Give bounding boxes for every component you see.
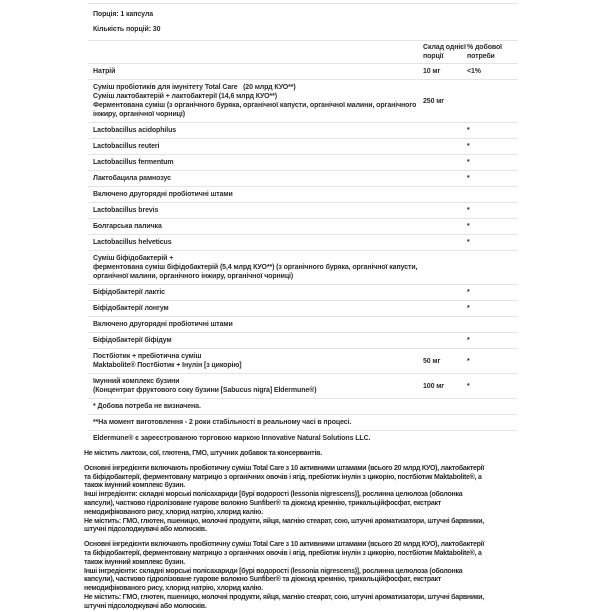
text-line: Суміш лактобактерій + лактобактерії (14,6 млрд КУО**) (93, 93, 277, 100)
supplement-facts-panel (0, 3, 600, 612)
table-row (88, 317, 518, 333)
text-line: штучні підсолоджувачі або молюсків. (84, 526, 207, 534)
table-row (88, 219, 518, 235)
column-header-amount-per-serving: Склад однієї порції (423, 44, 466, 60)
text-line: * Добова потреба не визначена. (93, 403, 201, 410)
text-line: Lactobacillus fermentum (93, 159, 174, 166)
text-line: Суміш біфідобактерій + (93, 255, 174, 262)
paragraph (84, 450, 596, 459)
text-line: Eldermune® є зареєстрованою торговою маркою Innovative Natural Solutions LLC. (93, 435, 371, 442)
text-line: штучні підсолоджувачі або молюсків. (84, 602, 207, 610)
table-row (88, 251, 518, 285)
ingredient-rows (88, 64, 518, 446)
text-line: Інші інгредієнти: складні морські полісахариди [бурі водорості (lessonia nigrescens)], рослинна целюлоза (оболонка (84, 567, 463, 575)
table-row (88, 285, 518, 301)
table-row (88, 187, 518, 203)
text-line: Інші інгредієнти: складні морські полісахариди [бурі водорості (lessonia nigrescens)], рослинна целюлоза (оболонка (84, 491, 463, 499)
text-line: та біфідобактерії, ферментовану матрицю з органічних овочів і ягід, пребіотик інулін з цикорію, постбіотик Maktabolite®, а (84, 549, 482, 557)
table-row (88, 64, 518, 80)
ingredient-name (93, 336, 423, 345)
ingredient-amount: 250 мг (423, 97, 445, 105)
text-line: інжиру, органічної чорниці) (93, 111, 185, 118)
ingredient-name (93, 238, 423, 247)
ingredient-name (93, 418, 423, 427)
ingredient-name (93, 190, 423, 199)
description-paragraphs (84, 450, 596, 612)
text-line: органічної малини, органічного інжиру, органічної чорниці) (93, 273, 294, 280)
text-line: Постбіотик + пребіотична суміш (93, 353, 202, 360)
table-header-row (88, 41, 518, 64)
text-line: Включено другорядні пробіотичні штами (93, 321, 233, 328)
text-line: ферментована суміш біфідобактерій (5,4 млрд КУО**) (з органічного буряка, органічної капусти, (93, 264, 418, 271)
ingredient-name (93, 174, 423, 183)
table-row (88, 399, 518, 415)
text-line: Біфідобактерії біфідум (93, 337, 172, 344)
paragraph (84, 541, 596, 611)
text-line: Лактобацила рамнозус (93, 175, 171, 182)
servings-per-container: Кількість порцій: 30 (93, 26, 161, 33)
ingredient-amount: 50 мг (423, 357, 441, 365)
ingredient-daily-value: * (467, 207, 470, 214)
ingredient-name (93, 402, 423, 411)
ingredient-daily-value: * (467, 127, 470, 134)
text-line: Включено другорядні пробіотичні штами (93, 191, 233, 198)
text-line: капсули), частково гідролізоване гуарове волокно Sunfiber® та діоксид кремнію, трикальційфосфат, екстракт (84, 499, 441, 507)
ingredient-daily-value: * (467, 382, 470, 390)
text-line: немодифікованого рису, хлорид натрію, хлорид калію. (84, 508, 263, 516)
text-line: та біфідобактерії, ферментовану матрицю з органічних овочів і ягід, пребіотик інулін з цикорію, постбіотик Maktabolite®, а (84, 473, 482, 481)
ingredient-name (93, 222, 423, 231)
text-line: Не містить лактози, сої, глютена, ГМО, штучних добавок та консервантів. (84, 450, 322, 457)
ingredient-name (93, 67, 423, 76)
ingredient-name (93, 142, 423, 151)
text-line: Суміш пробіотиків для імунітету Total Care (20 млрд КУО**) (93, 84, 296, 91)
ingredient-name (93, 377, 423, 395)
ingredient-daily-value: * (467, 175, 470, 182)
text-line: Імунний комплекс бузини (93, 378, 180, 385)
text-line: Основні інгредієнти включають пробіотичну суміш Total Care з 10 активними штамами (всього 20 млрд КУО), лактобактерії (84, 541, 485, 549)
ingredient-name (93, 434, 423, 443)
text-line: також імунний комплекс бузин. (84, 558, 185, 566)
text-line: немодифікованого рису, хлорид натрію, хлорид калію. (84, 585, 263, 593)
serving-info-block (88, 4, 518, 41)
ingredient-name (93, 352, 423, 370)
ingredient-daily-value: <1% (467, 68, 481, 75)
text-line: Біфідобактерії лактіс (93, 289, 165, 296)
text-line: Не містить: ГМО, глютен, пшеницю, молочні продукти, яйця, магнію стеарат, сою, штучні ароматизатори, штучні барвники, (84, 517, 484, 525)
ingredient-name (93, 254, 423, 281)
column-header-daily-value: % добової потреби (467, 44, 503, 60)
text-line: Болгарська паличка (93, 223, 162, 230)
table-row (88, 301, 518, 317)
ingredient-daily-value: * (467, 357, 470, 365)
ingredient-daily-value: * (467, 143, 470, 150)
table-row (88, 139, 518, 155)
ingredient-name (93, 288, 423, 297)
table-row (88, 171, 518, 187)
ingredient-daily-value: * (467, 305, 470, 312)
text-line: Lactobacillus brevis (93, 207, 159, 214)
table-row (88, 235, 518, 251)
ingredient-daily-value: * (467, 223, 470, 230)
ingredient-name (93, 158, 423, 167)
text-line: Lactobacillus helveticus (93, 239, 172, 246)
text-line: **На момент виготовлення - 2 роки стабільності в реальному часі в процесі. (93, 419, 352, 426)
text-line: також імунний комплекс бузин. (84, 482, 185, 490)
text-line: (Концентрат фруктового соку бузини [Sabucus nigra] Eldermune®) (93, 387, 317, 394)
ingredient-name (93, 304, 423, 313)
ingredient-name (93, 83, 423, 119)
text-line: Lactobacillus acidophilus (93, 127, 177, 134)
serving-size: Порція: 1 капсула (93, 11, 153, 18)
text-line: Натрій (93, 68, 116, 75)
text-line: Lactobacillus reuteri (93, 143, 160, 150)
ingredient-daily-value: * (467, 159, 470, 166)
text-line: Ферментована суміш (з органічного буряка, органічної капусти, органічної малини, органічного (93, 102, 417, 109)
table-row (88, 349, 518, 374)
text-line: Не містить: ГМО, глютен, пшеницю, молочні продукти, яйця, магнію стеарат, сою, штучні ароматизатори, штучні барвники, (84, 593, 484, 601)
ingredient-amount: 100 мг (423, 382, 445, 390)
table-row (88, 80, 518, 123)
text-line: Основні інгредієнти включають пробіотичну суміш Total Care з 10 активними штамами (всього 20 млрд КУО), лактобактерії (84, 464, 485, 472)
ingredient-name (93, 206, 423, 215)
ingredient-name (93, 126, 423, 135)
ingredient-daily-value: * (467, 337, 470, 344)
table-row (88, 374, 518, 399)
text-line: Maktabolite® Постбіотик + Інулін [з цикорію] (93, 362, 242, 369)
supplement-facts-table (88, 3, 518, 446)
table-row (88, 155, 518, 171)
table-row (88, 333, 518, 349)
table-row (88, 431, 518, 446)
paragraph (84, 465, 596, 535)
ingredient-name (93, 320, 423, 329)
table-row (88, 203, 518, 219)
text-line: капсули), частково гідролізоване гуарове волокно Sunfiber® та діоксид кремнію, трикальційфосфат, екстракт (84, 576, 441, 584)
ingredient-amount: 10 мг (423, 68, 441, 75)
ingredient-daily-value: * (467, 289, 470, 296)
text-line: Біфідобактерії лонгум (93, 305, 169, 312)
table-row (88, 415, 518, 431)
ingredient-daily-value: * (467, 239, 470, 246)
table-row (88, 123, 518, 139)
